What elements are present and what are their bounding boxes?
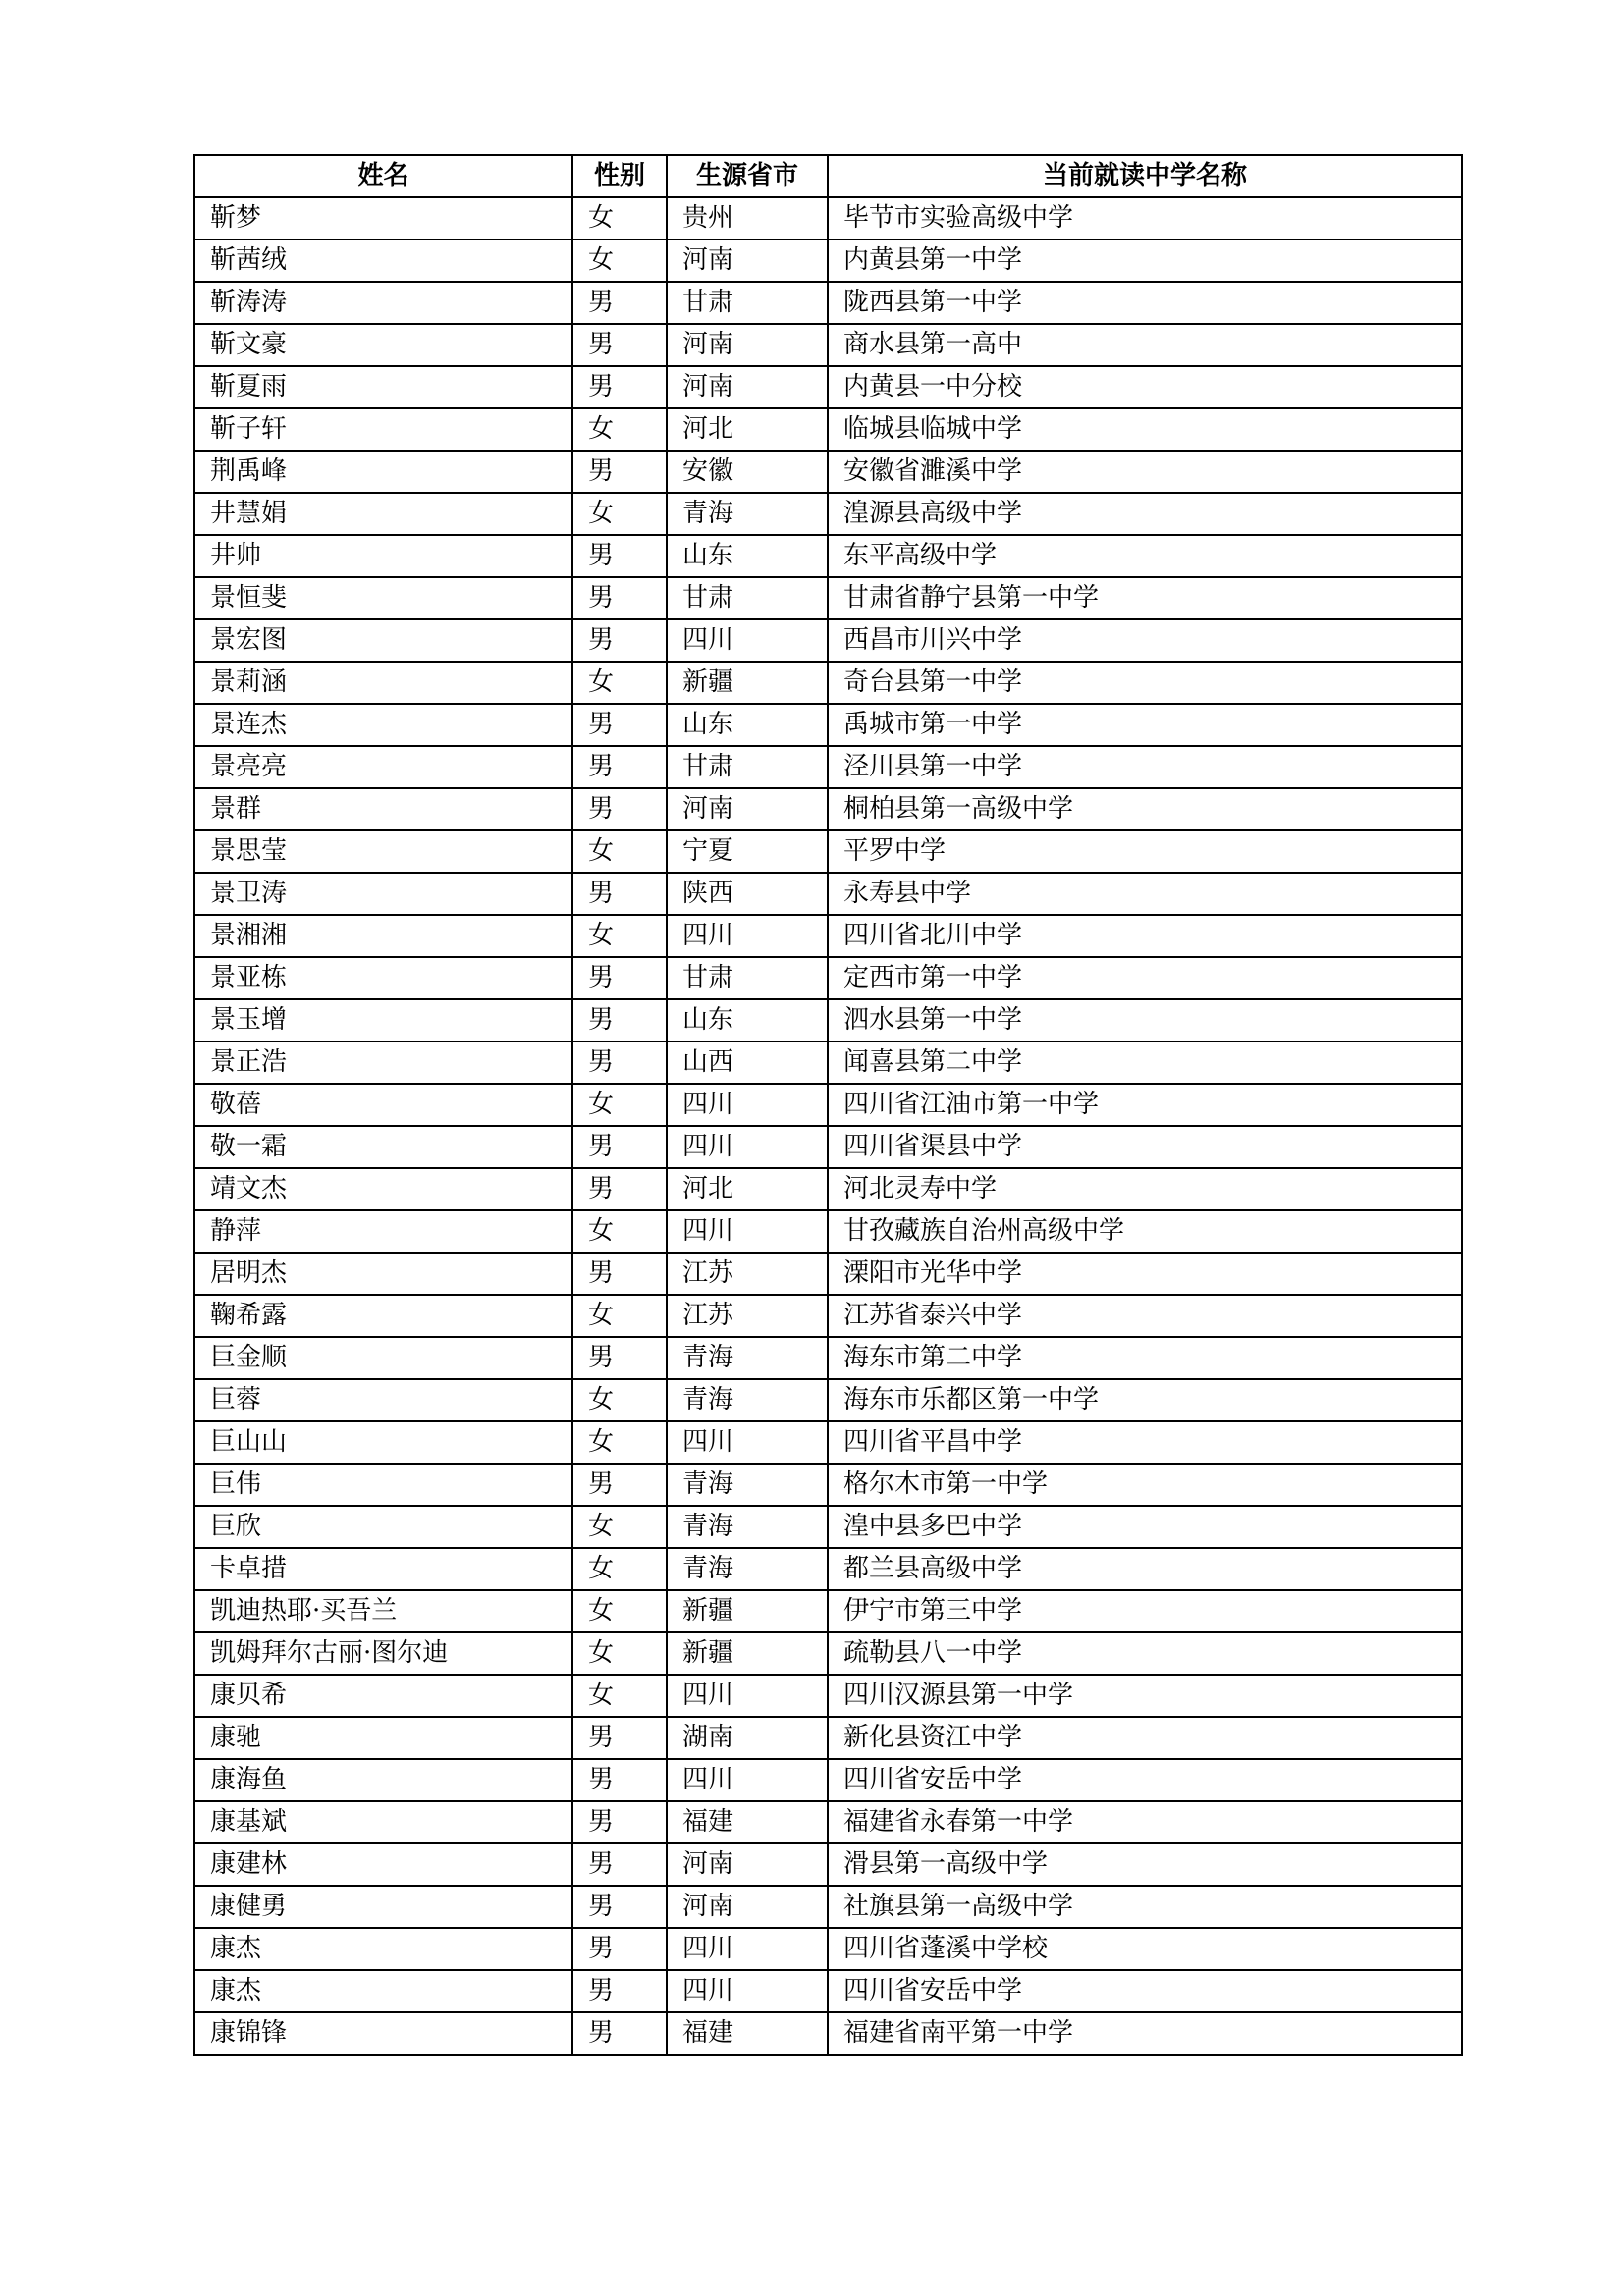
- table-row: [194, 830, 1462, 873]
- gender-cell: 女: [572, 662, 667, 704]
- gender-cell: 男: [572, 1970, 667, 2012]
- gender-cell: 男: [572, 282, 667, 324]
- province-cell: 青海: [667, 1548, 828, 1590]
- student-name-cell: 巨蓉: [194, 1379, 572, 1421]
- table-row: [194, 1084, 1462, 1126]
- table-row: [194, 1337, 1462, 1379]
- student-name-cell: 卡卓措: [194, 1548, 572, 1590]
- student-name-cell: 凯姆拜尔古丽·图尔迪: [194, 1632, 572, 1675]
- school-name-cell: 四川省江油市第一中学: [828, 1084, 1462, 1126]
- gender-cell: 男: [572, 1041, 667, 1084]
- province-cell: 四川: [667, 1759, 828, 1801]
- table-row: [194, 1928, 1462, 1970]
- gender-cell: 女: [572, 1210, 667, 1253]
- student-name-cell: 景正浩: [194, 1041, 572, 1084]
- province-cell: 四川: [667, 1675, 828, 1717]
- school-name-cell: 河北灵寿中学: [828, 1168, 1462, 1210]
- gender-cell: 男: [572, 1464, 667, 1506]
- province-cell: 青海: [667, 1464, 828, 1506]
- province-cell: 河北: [667, 408, 828, 451]
- student-name-cell: 康贝希: [194, 1675, 572, 1717]
- gender-cell: 女: [572, 493, 667, 535]
- table-row: [194, 1421, 1462, 1464]
- student-name-cell: 靳夏雨: [194, 366, 572, 408]
- gender-cell: 女: [572, 1548, 667, 1590]
- table-row: [194, 1210, 1462, 1253]
- school-name-cell: 内黄县第一中学: [828, 240, 1462, 282]
- student-name-cell: 巨伟: [194, 1464, 572, 1506]
- school-name-cell: 福建省南平第一中学: [828, 2012, 1462, 2055]
- school-name-cell: 新化县资江中学: [828, 1717, 1462, 1759]
- province-cell: 甘肃: [667, 957, 828, 999]
- table-row: [194, 873, 1462, 915]
- gender-cell: 男: [572, 1886, 667, 1928]
- student-name-cell: 靳子轩: [194, 408, 572, 451]
- school-name-cell: 泾川县第一中学: [828, 746, 1462, 788]
- gender-cell: 男: [572, 1843, 667, 1886]
- table-row: [194, 1801, 1462, 1843]
- gender-cell: 女: [572, 1675, 667, 1717]
- table-row: [194, 1970, 1462, 2012]
- table-row: [194, 915, 1462, 957]
- school-name-cell: 东平高级中学: [828, 535, 1462, 577]
- student-name-cell: 景卫涛: [194, 873, 572, 915]
- gender-cell: 女: [572, 830, 667, 873]
- table-row: [194, 957, 1462, 999]
- province-cell: 四川: [667, 619, 828, 662]
- province-cell: 贵州: [667, 197, 828, 240]
- gender-cell: 男: [572, 1337, 667, 1379]
- table-row: [194, 2012, 1462, 2055]
- province-cell: 青海: [667, 493, 828, 535]
- header-school: 当前就读中学名称: [828, 155, 1462, 197]
- province-cell: 甘肃: [667, 577, 828, 619]
- province-cell: 宁夏: [667, 830, 828, 873]
- table-row: [194, 577, 1462, 619]
- student-name-cell: 康海鱼: [194, 1759, 572, 1801]
- header-province: 生源省市: [667, 155, 828, 197]
- school-name-cell: 闻喜县第二中学: [828, 1041, 1462, 1084]
- student-name-cell: 景玉增: [194, 999, 572, 1041]
- school-name-cell: 社旗县第一高级中学: [828, 1886, 1462, 1928]
- table-row: [194, 619, 1462, 662]
- student-name-cell: 景连杰: [194, 704, 572, 746]
- header-gender: 性别: [572, 155, 667, 197]
- school-name-cell: 安徽省濉溪中学: [828, 451, 1462, 493]
- school-name-cell: 格尔木市第一中学: [828, 1464, 1462, 1506]
- header-name: 姓名: [194, 155, 572, 197]
- header-row: [194, 155, 1462, 197]
- school-name-cell: 福建省永春第一中学: [828, 1801, 1462, 1843]
- school-name-cell: 甘肃省静宁县第一中学: [828, 577, 1462, 619]
- school-name-cell: 定西市第一中学: [828, 957, 1462, 999]
- gender-cell: 女: [572, 1421, 667, 1464]
- student-name-cell: 景亮亮: [194, 746, 572, 788]
- gender-cell: 男: [572, 451, 667, 493]
- student-name-cell: 康杰: [194, 1970, 572, 2012]
- table-row: [194, 197, 1462, 240]
- student-name-cell: 康基斌: [194, 1801, 572, 1843]
- student-name-cell: 景莉涵: [194, 662, 572, 704]
- gender-cell: 男: [572, 2012, 667, 2055]
- student-name-cell: 巨欣: [194, 1506, 572, 1548]
- table-row: [194, 282, 1462, 324]
- school-name-cell: 四川省北川中学: [828, 915, 1462, 957]
- province-cell: 河南: [667, 1886, 828, 1928]
- province-cell: 山东: [667, 999, 828, 1041]
- gender-cell: 女: [572, 197, 667, 240]
- table-row: [194, 1295, 1462, 1337]
- province-cell: 河南: [667, 788, 828, 830]
- table-row: [194, 324, 1462, 366]
- school-name-cell: 四川省安岳中学: [828, 1970, 1462, 2012]
- student-name-cell: 敬一霜: [194, 1126, 572, 1168]
- gender-cell: 女: [572, 1632, 667, 1675]
- student-name-cell: 景恒斐: [194, 577, 572, 619]
- school-name-cell: 海东市乐都区第一中学: [828, 1379, 1462, 1421]
- province-cell: 陕西: [667, 873, 828, 915]
- student-name-cell: 康杰: [194, 1928, 572, 1970]
- province-cell: 山东: [667, 535, 828, 577]
- gender-cell: 男: [572, 957, 667, 999]
- gender-cell: 女: [572, 1084, 667, 1126]
- student-name-cell: 景群: [194, 788, 572, 830]
- gender-cell: 男: [572, 619, 667, 662]
- school-name-cell: 甘孜藏族自治州高级中学: [828, 1210, 1462, 1253]
- province-cell: 福建: [667, 1801, 828, 1843]
- table-row: [194, 1168, 1462, 1210]
- student-name-cell: 敬蓓: [194, 1084, 572, 1126]
- school-name-cell: 陇西县第一中学: [828, 282, 1462, 324]
- province-cell: 江苏: [667, 1253, 828, 1295]
- gender-cell: 男: [572, 1801, 667, 1843]
- province-cell: 江苏: [667, 1295, 828, 1337]
- province-cell: 山西: [667, 1041, 828, 1084]
- gender-cell: 男: [572, 704, 667, 746]
- province-cell: 青海: [667, 1337, 828, 1379]
- table-row: [194, 1464, 1462, 1506]
- province-cell: 青海: [667, 1506, 828, 1548]
- table-row: [194, 1717, 1462, 1759]
- school-name-cell: 西昌市川兴中学: [828, 619, 1462, 662]
- table-row: [194, 1379, 1462, 1421]
- table-row: [194, 788, 1462, 830]
- gender-cell: 女: [572, 240, 667, 282]
- table-row: [194, 1126, 1462, 1168]
- school-name-cell: 湟中县多巴中学: [828, 1506, 1462, 1548]
- school-name-cell: 四川省平昌中学: [828, 1421, 1462, 1464]
- table-row: [194, 746, 1462, 788]
- table-row: [194, 535, 1462, 577]
- school-name-cell: 泗水县第一中学: [828, 999, 1462, 1041]
- gender-cell: 女: [572, 915, 667, 957]
- student-name-cell: 景宏图: [194, 619, 572, 662]
- gender-cell: 男: [572, 577, 667, 619]
- gender-cell: 男: [572, 324, 667, 366]
- province-cell: 四川: [667, 1928, 828, 1970]
- student-name-cell: 居明杰: [194, 1253, 572, 1295]
- student-name-cell: 静萍: [194, 1210, 572, 1253]
- province-cell: 青海: [667, 1379, 828, 1421]
- gender-cell: 女: [572, 1379, 667, 1421]
- school-name-cell: 伊宁市第三中学: [828, 1590, 1462, 1632]
- student-name-cell: 巨山山: [194, 1421, 572, 1464]
- school-name-cell: 毕节市实验高级中学: [828, 197, 1462, 240]
- student-name-cell: 靳涛涛: [194, 282, 572, 324]
- school-name-cell: 禹城市第一中学: [828, 704, 1462, 746]
- student-name-cell: 靖文杰: [194, 1168, 572, 1210]
- student-name-cell: 巨金顺: [194, 1337, 572, 1379]
- province-cell: 河南: [667, 366, 828, 408]
- gender-cell: 男: [572, 1928, 667, 1970]
- province-cell: 甘肃: [667, 282, 828, 324]
- school-name-cell: 桐柏县第一高级中学: [828, 788, 1462, 830]
- school-name-cell: 平罗中学: [828, 830, 1462, 873]
- student-name-cell: 景思莹: [194, 830, 572, 873]
- student-name-cell: 井帅: [194, 535, 572, 577]
- province-cell: 四川: [667, 915, 828, 957]
- school-name-cell: 滑县第一高级中学: [828, 1843, 1462, 1886]
- table-row: [194, 451, 1462, 493]
- province-cell: 河南: [667, 240, 828, 282]
- gender-cell: 男: [572, 873, 667, 915]
- province-cell: 四川: [667, 1421, 828, 1464]
- province-cell: 山东: [667, 704, 828, 746]
- student-name-cell: 康健勇: [194, 1886, 572, 1928]
- student-name-cell: 靳文豪: [194, 324, 572, 366]
- gender-cell: 女: [572, 408, 667, 451]
- table-row: [194, 1886, 1462, 1928]
- table-row: [194, 366, 1462, 408]
- gender-cell: 男: [572, 746, 667, 788]
- table-row: [194, 240, 1462, 282]
- school-name-cell: 内黄县一中分校: [828, 366, 1462, 408]
- gender-cell: 女: [572, 1295, 667, 1337]
- table-row: [194, 704, 1462, 746]
- province-cell: 四川: [667, 1970, 828, 2012]
- student-name-cell: 靳茜绒: [194, 240, 572, 282]
- table-row: [194, 408, 1462, 451]
- school-name-cell: 永寿县中学: [828, 873, 1462, 915]
- student-name-cell: 凯迪热耶·买吾兰: [194, 1590, 572, 1632]
- gender-cell: 男: [572, 1253, 667, 1295]
- gender-cell: 男: [572, 366, 667, 408]
- student-name-cell: 康锦锋: [194, 2012, 572, 2055]
- school-name-cell: 湟源县高级中学: [828, 493, 1462, 535]
- student-name-cell: 靳梦: [194, 197, 572, 240]
- province-cell: 新疆: [667, 662, 828, 704]
- school-name-cell: 疏勒县八一中学: [828, 1632, 1462, 1675]
- gender-cell: 女: [572, 1590, 667, 1632]
- school-name-cell: 四川省蓬溪中学校: [828, 1928, 1462, 1970]
- table-row: [194, 1759, 1462, 1801]
- table-row: [194, 493, 1462, 535]
- province-cell: 新疆: [667, 1590, 828, 1632]
- table-row: [194, 1041, 1462, 1084]
- school-name-cell: 溧阳市光华中学: [828, 1253, 1462, 1295]
- school-name-cell: 海东市第二中学: [828, 1337, 1462, 1379]
- province-cell: 新疆: [667, 1632, 828, 1675]
- province-cell: 河南: [667, 324, 828, 366]
- student-name-cell: 康建林: [194, 1843, 572, 1886]
- school-name-cell: 奇台县第一中学: [828, 662, 1462, 704]
- school-name-cell: 四川省安岳中学: [828, 1759, 1462, 1801]
- roster-body: [194, 197, 1462, 2055]
- table-row: [194, 1675, 1462, 1717]
- table-row: [194, 999, 1462, 1041]
- school-name-cell: 都兰县高级中学: [828, 1548, 1462, 1590]
- student-name-cell: 景湘湘: [194, 915, 572, 957]
- table-row: [194, 1590, 1462, 1632]
- student-name-cell: 康驰: [194, 1717, 572, 1759]
- province-cell: 安徽: [667, 451, 828, 493]
- province-cell: 四川: [667, 1210, 828, 1253]
- gender-cell: 男: [572, 1759, 667, 1801]
- province-cell: 湖南: [667, 1717, 828, 1759]
- student-roster-table: [193, 154, 1463, 2056]
- table-row: [194, 1843, 1462, 1886]
- gender-cell: 男: [572, 535, 667, 577]
- school-name-cell: 四川汉源县第一中学: [828, 1675, 1462, 1717]
- school-name-cell: 江苏省泰兴中学: [828, 1295, 1462, 1337]
- gender-cell: 男: [572, 1717, 667, 1759]
- gender-cell: 男: [572, 999, 667, 1041]
- gender-cell: 男: [572, 1126, 667, 1168]
- student-name-cell: 景亚栋: [194, 957, 572, 999]
- table-row: [194, 1253, 1462, 1295]
- gender-cell: 男: [572, 1168, 667, 1210]
- student-name-cell: 井慧娟: [194, 493, 572, 535]
- province-cell: 福建: [667, 2012, 828, 2055]
- province-cell: 河北: [667, 1168, 828, 1210]
- student-name-cell: 鞠希露: [194, 1295, 572, 1337]
- school-name-cell: 临城县临城中学: [828, 408, 1462, 451]
- province-cell: 甘肃: [667, 746, 828, 788]
- school-name-cell: 商水县第一高中: [828, 324, 1462, 366]
- student-name-cell: 荆禹峰: [194, 451, 572, 493]
- table-row: [194, 662, 1462, 704]
- table-row: [194, 1548, 1462, 1590]
- province-cell: 河南: [667, 1843, 828, 1886]
- table-row: [194, 1632, 1462, 1675]
- province-cell: 四川: [667, 1084, 828, 1126]
- province-cell: 四川: [667, 1126, 828, 1168]
- gender-cell: 女: [572, 1506, 667, 1548]
- school-name-cell: 四川省渠县中学: [828, 1126, 1462, 1168]
- table-row: [194, 1506, 1462, 1548]
- gender-cell: 男: [572, 788, 667, 830]
